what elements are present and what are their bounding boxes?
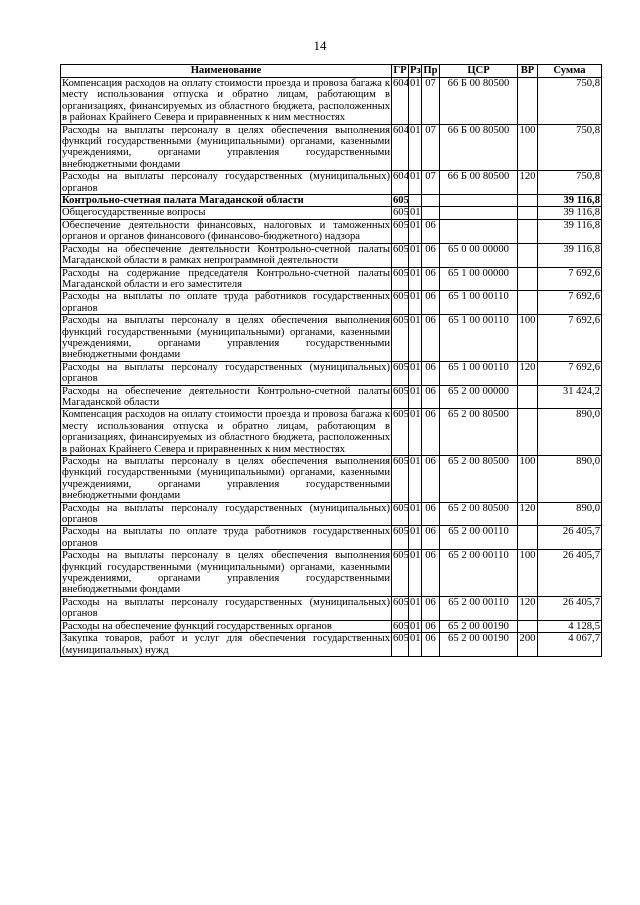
cell-vr [518, 267, 538, 291]
table-body [61, 78, 602, 657]
cell-rz: 01 [409, 171, 422, 195]
cell-sum: 39 116,8 [538, 207, 602, 219]
cell-csr [440, 195, 518, 207]
page-number: 14 [313, 38, 327, 53]
cell-pr: 06 [422, 267, 440, 291]
cell-name: Компенсация расходов на оплату стоимости проезда и провоза багажа к месту использования отпуска и обратно лицам, работающим в организациях, финансируемых из областного бюджета, расположенных в районах Крайнего Севера и приравненных к ним местностях [62, 409, 390, 455]
cell-sum: 26 405,7 [538, 526, 602, 550]
table-row [61, 171, 602, 195]
cell-name: Расходы на выплаты персоналу государственных (муниципальных) органов [62, 596, 390, 620]
cell-gr: 605 [392, 596, 409, 620]
cell-sum: 4 067,7 [538, 633, 602, 657]
cell-pr: 06 [422, 291, 440, 315]
table-row [61, 195, 602, 207]
cell-vr: 100 [518, 124, 538, 171]
cell-pr: 07 [422, 78, 440, 125]
cell-name: Расходы на выплаты по оплате труда работников государственных органов [62, 526, 390, 549]
cell-pr: 06 [422, 243, 440, 267]
cell-pr: 06 [422, 315, 440, 362]
cell-rz: 01 [409, 361, 422, 385]
cell-vr [518, 219, 538, 243]
cell-name: Расходы на обеспечение деятельности Контрольно-счетной палаты Магаданской области в рамках непрограммной деятельности [62, 243, 390, 267]
cell-csr: 66 Б 00 80500 [440, 171, 518, 195]
cell-vr [518, 385, 538, 409]
cell-csr: 65 1 00 00110 [440, 361, 518, 385]
cell-vr: 100 [518, 315, 538, 362]
cell-gr: 604 [392, 171, 409, 195]
cell-csr: 65 2 00 80500 [440, 502, 518, 526]
cell-vr [518, 207, 538, 219]
cell-gr: 605 [392, 526, 409, 550]
cell-csr: 65 2 00 80500 [440, 409, 518, 456]
cell-gr: 604 [392, 124, 409, 171]
cell-sum: 39 116,8 [538, 195, 602, 207]
table-row [61, 409, 602, 456]
table-row [61, 596, 602, 620]
cell-name: Расходы на выплаты персоналу в целях обеспечения выполнения функций государственными (муниципальными) органами, казенными учреждениями, органами управления государственными внебюджетными фондами [62, 315, 390, 361]
cell-sum: 750,8 [538, 124, 602, 171]
cell-gr: 605 [392, 456, 409, 503]
header-csr: ЦСР [440, 65, 518, 78]
cell-sum: 31 424,2 [538, 385, 602, 409]
cell-pr: 06 [422, 526, 440, 550]
cell-rz: 01 [410, 207, 421, 219]
cell-rz: 01 [409, 456, 422, 503]
cell-sum: 7 692,6 [538, 315, 602, 362]
table-header-row [61, 65, 602, 78]
cell-rz: 01 [409, 596, 422, 620]
cell-vr: 120 [518, 171, 538, 195]
cell-gr: 605 [392, 409, 409, 456]
cell-sum: 750,8 [538, 78, 602, 125]
cell-name: Компенсация расходов на оплату стоимости проезда и провоза багажа к месту использования отпуска и обратно лицам, работающим в организациях, финансируемых из областного бюджета, расположенных в районах Крайнего Севера и приравненных к ним местностях [62, 78, 390, 124]
cell-sum: 26 405,7 [538, 550, 602, 597]
cell-csr: 65 2 00 00190 [440, 620, 518, 632]
cell-csr [440, 219, 518, 243]
cell-name: Расходы на выплаты по оплате труда работников государственных органов [62, 291, 390, 314]
cell-pr: 06 [422, 596, 440, 620]
table-row [61, 243, 602, 267]
table-row [61, 620, 602, 632]
cell-sum: 750,8 [538, 171, 602, 195]
cell-rz [409, 195, 422, 207]
cell-gr: 605 [392, 361, 409, 385]
cell-name: Контрольно-счетная палата Магаданской области [61, 195, 392, 207]
cell-vr: 100 [518, 550, 538, 597]
cell-gr: 605 [392, 315, 409, 362]
cell-vr: 200 [518, 633, 538, 657]
cell-rz: 01 [409, 219, 422, 243]
cell-rz: 01 [409, 633, 422, 657]
table-row [61, 267, 602, 291]
table-row [61, 550, 602, 597]
cell-sum: 890,0 [538, 456, 602, 503]
cell-pr: 06 [422, 385, 440, 409]
cell-sum: 4 128,5 [538, 620, 602, 632]
cell-vr: 120 [518, 596, 538, 620]
cell-gr: 605 [392, 385, 409, 409]
cell-gr: 604 [392, 78, 409, 125]
cell-gr: 605 [392, 243, 409, 267]
table-row [61, 456, 602, 503]
cell-pr: 06 [422, 620, 440, 632]
table-row [61, 385, 602, 409]
cell-csr: 65 1 00 00110 [440, 291, 518, 315]
cell-sum: 39 116,8 [538, 219, 602, 243]
cell-vr [518, 195, 538, 207]
table-row [61, 219, 602, 243]
header-gr: ГР [393, 65, 407, 76]
cell-vr [518, 620, 538, 632]
cell-rz: 01 [409, 315, 422, 362]
cell-vr [518, 243, 538, 267]
cell-csr: 65 0 00 00000 [440, 243, 518, 267]
table-row [61, 526, 602, 550]
cell-name: Расходы на выплаты персоналу государственных (муниципальных) органов [62, 361, 390, 385]
cell-name: Закупка товаров, работ и услуг для обеспечения государственных (муниципальных) нужд [62, 633, 390, 656]
cell-name: Расходы на обеспечение функций государственных органов [61, 620, 392, 632]
cell-sum: 7 692,6 [538, 267, 602, 291]
cell-sum: 890,0 [538, 502, 602, 526]
cell-name: Расходы на обеспечение деятельности Контрольно-счетной палаты Магаданской области [62, 385, 390, 408]
table-row [61, 291, 602, 315]
cell-gr: 605 [393, 620, 409, 632]
header-sum: Сумма [538, 65, 602, 78]
cell-name: Расходы на выплаты персоналу в целях обеспечения выполнения функций государственными (муниципальными) органами, казенными учреждениями, органами управления государственными внебюджетными фондами [62, 456, 390, 502]
cell-csr: 65 2 00 80500 [440, 456, 518, 503]
cell-name: Общегосударственные вопросы [61, 207, 392, 219]
cell-gr: 605 [393, 207, 409, 219]
header-name: Наименование [61, 65, 392, 78]
cell-sum: 890,0 [538, 409, 602, 456]
cell-gr: 605 [392, 219, 409, 243]
cell-name: Расходы на выплаты персоналу государственных (муниципальных) органов [62, 171, 390, 194]
cell-gr: 605 [392, 267, 409, 291]
table-row [61, 502, 602, 526]
cell-pr: 06 [422, 361, 440, 385]
cell-gr: 605 [392, 502, 409, 526]
cell-name: Обеспечение деятельности финансовых, налоговых и таможенных органов и органов финансового (финансово-бюджетного) надзора [62, 219, 390, 243]
cell-name: Расходы на выплаты персоналу в целях обеспечения выполнения функций государственными (муниципальными) органами, казенными учреждениями, органами управления государственными внебюджетными фондами [62, 124, 390, 170]
cell-pr: 06 [422, 409, 440, 456]
cell-csr: 65 2 00 00000 [440, 385, 518, 409]
table-row [61, 361, 602, 385]
cell-sum: 7 692,6 [538, 291, 602, 315]
cell-pr: 06 [422, 633, 440, 657]
cell-rz: 01 [409, 291, 422, 315]
cell-gr: 605 [393, 195, 409, 207]
cell-gr: 605 [392, 633, 409, 657]
table-row [61, 315, 602, 362]
cell-vr [518, 409, 538, 456]
cell-vr: 120 [518, 502, 538, 526]
cell-rz: 01 [409, 550, 422, 597]
cell-pr: 07 [422, 124, 440, 171]
cell-csr: 66 Б 00 80500 [440, 124, 518, 171]
cell-rz: 01 [409, 502, 422, 526]
cell-rz: 01 [409, 409, 422, 456]
cell-gr: 605 [392, 291, 409, 315]
cell-sum: 26 405,7 [538, 596, 602, 620]
table-row [61, 633, 602, 657]
table-row [61, 78, 602, 125]
cell-pr: 06 [422, 502, 440, 526]
table-row [61, 124, 602, 171]
cell-csr [440, 207, 518, 219]
cell-rz: 01 [410, 620, 421, 632]
cell-gr: 605 [392, 550, 409, 597]
cell-sum: 39 116,8 [538, 243, 602, 267]
cell-vr [518, 78, 538, 125]
header-pr: Пр [423, 65, 438, 76]
cell-pr [422, 207, 440, 219]
cell-vr: 100 [518, 456, 538, 503]
cell-rz: 01 [409, 526, 422, 550]
cell-pr: 06 [422, 219, 440, 243]
cell-name: Расходы на выплаты персоналу в целях обеспечения выполнения функций государственными (муниципальными) органами, казенными учреждениями, органами управления государственными внебюджетными фондами [62, 550, 390, 596]
cell-csr: 65 2 00 00110 [440, 526, 518, 550]
budget-table [60, 64, 602, 657]
cell-rz: 01 [409, 267, 422, 291]
cell-rz: 01 [409, 243, 422, 267]
cell-rz: 01 [409, 385, 422, 409]
header-vr: ВР [518, 65, 538, 78]
cell-csr: 66 Б 00 80500 [440, 78, 518, 125]
cell-vr [518, 291, 538, 315]
cell-rz: 01 [409, 124, 422, 171]
cell-pr: 07 [422, 171, 440, 195]
cell-sum: 7 692,6 [538, 361, 602, 385]
header-rz: Рз [410, 65, 421, 76]
cell-pr: 06 [422, 550, 440, 597]
cell-vr: 120 [518, 361, 538, 385]
cell-rz: 01 [409, 78, 422, 125]
cell-csr: 65 2 00 00110 [440, 596, 518, 620]
cell-csr: 65 1 00 00110 [440, 315, 518, 362]
cell-pr [422, 195, 440, 207]
cell-pr: 06 [422, 456, 440, 503]
cell-csr: 65 2 00 00190 [440, 633, 518, 657]
cell-name: Расходы на выплаты персоналу государственных (муниципальных) органов [62, 502, 390, 526]
cell-name: Расходы на содержание председателя Контрольно-счетной палаты Магаданской области и его заместителя [62, 267, 390, 290]
table-row [61, 207, 602, 219]
cell-csr: 65 1 00 00000 [440, 267, 518, 291]
cell-vr [518, 526, 538, 550]
cell-csr: 65 2 00 00110 [440, 550, 518, 597]
